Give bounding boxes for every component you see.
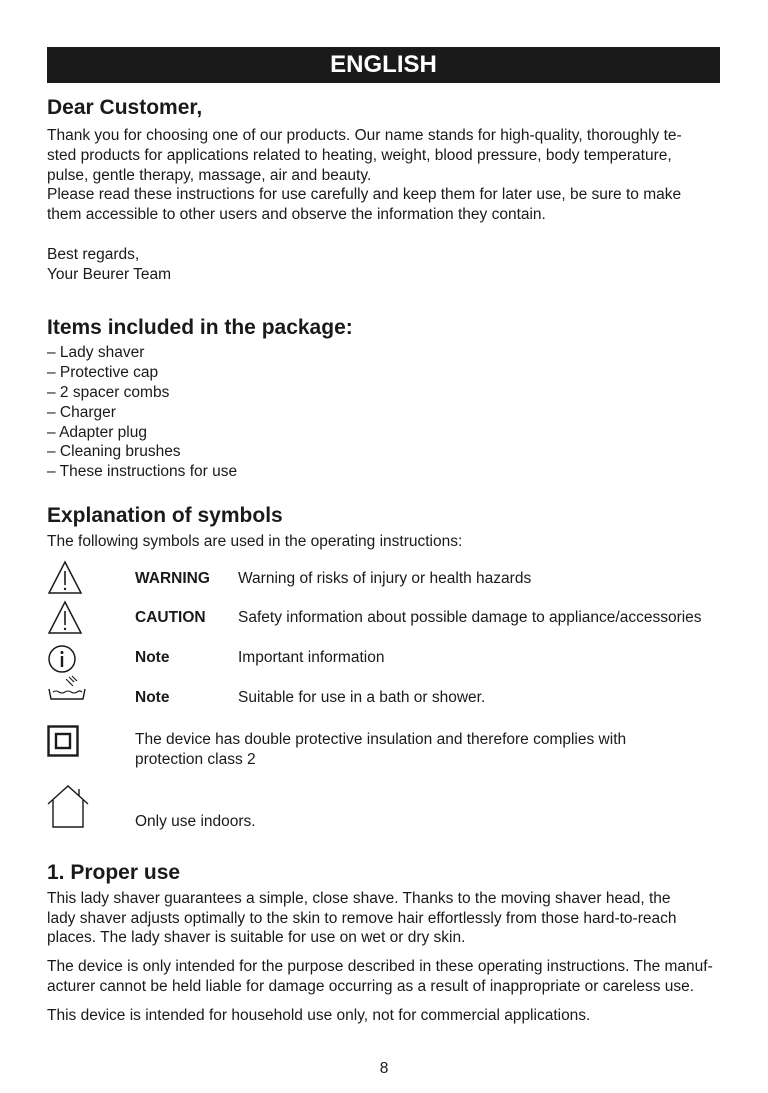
proper-use-section — [47, 860, 720, 1026]
page-number: 8 — [379, 1060, 389, 1077]
list-item: – These instructions for use — [47, 463, 238, 481]
greeting-line: Please read these instructions for use carefully and keep them for later use, be sure to make — [47, 186, 682, 204]
symbol-row-indoor — [47, 788, 720, 860]
manual-page — [47, 47, 720, 1026]
symbols-title: Explanation of symbols — [47, 503, 283, 527]
symbol-row-caution — [47, 606, 720, 646]
symbols-section — [47, 503, 720, 860]
greeting-line: them accessible to other users and observe the information they contain. — [47, 206, 546, 224]
paragraph-line: lady shaver adjusts optimally to the skin to remove hair effortlessly from those hard-to-reach — [47, 909, 677, 927]
signature-line: Your Beurer Team — [47, 265, 172, 283]
symbol-text: Warning of risks of injury or health hazards — [238, 569, 532, 587]
greeting-line: Thank you for choosing one of our products. Our name stands for high-quality, thoroughly te- — [47, 127, 682, 144]
protection-text — [135, 730, 626, 770]
bath-shower-icon — [47, 675, 87, 705]
list-item: – Charger — [47, 403, 116, 421]
symbol-row-note-bath — [47, 686, 720, 726]
symbol-text: Safety information about possible damage to appliance/accessories — [238, 608, 702, 626]
greeting-section — [47, 95, 720, 284]
paragraph-line: This device is intended for household use only, not for commercial applications. — [47, 1006, 591, 1024]
symbols-intro: The following symbols are used in the operating instructions: — [47, 532, 463, 550]
symbol-row-warning — [47, 566, 720, 606]
symbol-row-note-info — [47, 646, 720, 686]
symbol-label: WARNING — [135, 569, 210, 587]
symbol-text: Important information — [238, 648, 385, 666]
symbol-row-protection — [47, 726, 720, 788]
warning-triangle-icon — [47, 560, 83, 596]
list-item: – Protective cap — [47, 364, 159, 382]
list-item: – Lady shaver — [47, 344, 145, 362]
symbol-text: Suitable for use in a bath or shower. — [238, 688, 486, 706]
double-insulation-icon — [47, 725, 79, 757]
protection-line: The device has double protective insulation and therefore complies with — [135, 730, 627, 748]
list-item: – Cleaning brushes — [47, 443, 181, 461]
symbol-label: Note — [135, 688, 170, 706]
symbol-label: CAUTION — [135, 608, 206, 626]
indoor-text: Only use indoors. — [135, 812, 256, 830]
list-item: – 2 spacer combs — [47, 383, 170, 401]
symbol-label: Note — [135, 648, 170, 666]
closing-line: Best regards, — [47, 245, 140, 263]
paragraph-line: places. The lady shaver is suitable for use on wet or dry skin. — [47, 929, 466, 947]
package-title: Items included in the package: — [47, 316, 353, 340]
paragraph-line: This lady shaver guarantees a simple, close shave. Thanks to the moving shaver head, the — [47, 889, 671, 907]
greeting-title: Dear Customer, — [47, 96, 203, 119]
paragraph-line: The device is only intended for the purpose described in these operating instructions. The manuf- — [47, 958, 713, 976]
greeting-line: sted products for applications related to heating, weight, blood pressure, body temperature, — [47, 146, 672, 164]
paragraph-line: acturer cannot be held liable for damage occurring as a result of inappropriate or careless use. — [47, 977, 695, 995]
indoor-house-icon — [47, 785, 89, 829]
protection-line: protection class 2 — [135, 750, 256, 768]
list-item: – Adapter plug — [47, 423, 147, 441]
caution-triangle-icon — [47, 600, 83, 636]
greeting-line: pulse, gentle therapy, massage, air and beauty. — [47, 166, 372, 184]
language-banner: ENGLISH — [47, 47, 720, 83]
package-section — [47, 315, 720, 482]
info-icon — [47, 644, 77, 674]
proper-use-title: 1. Proper use — [47, 860, 181, 884]
